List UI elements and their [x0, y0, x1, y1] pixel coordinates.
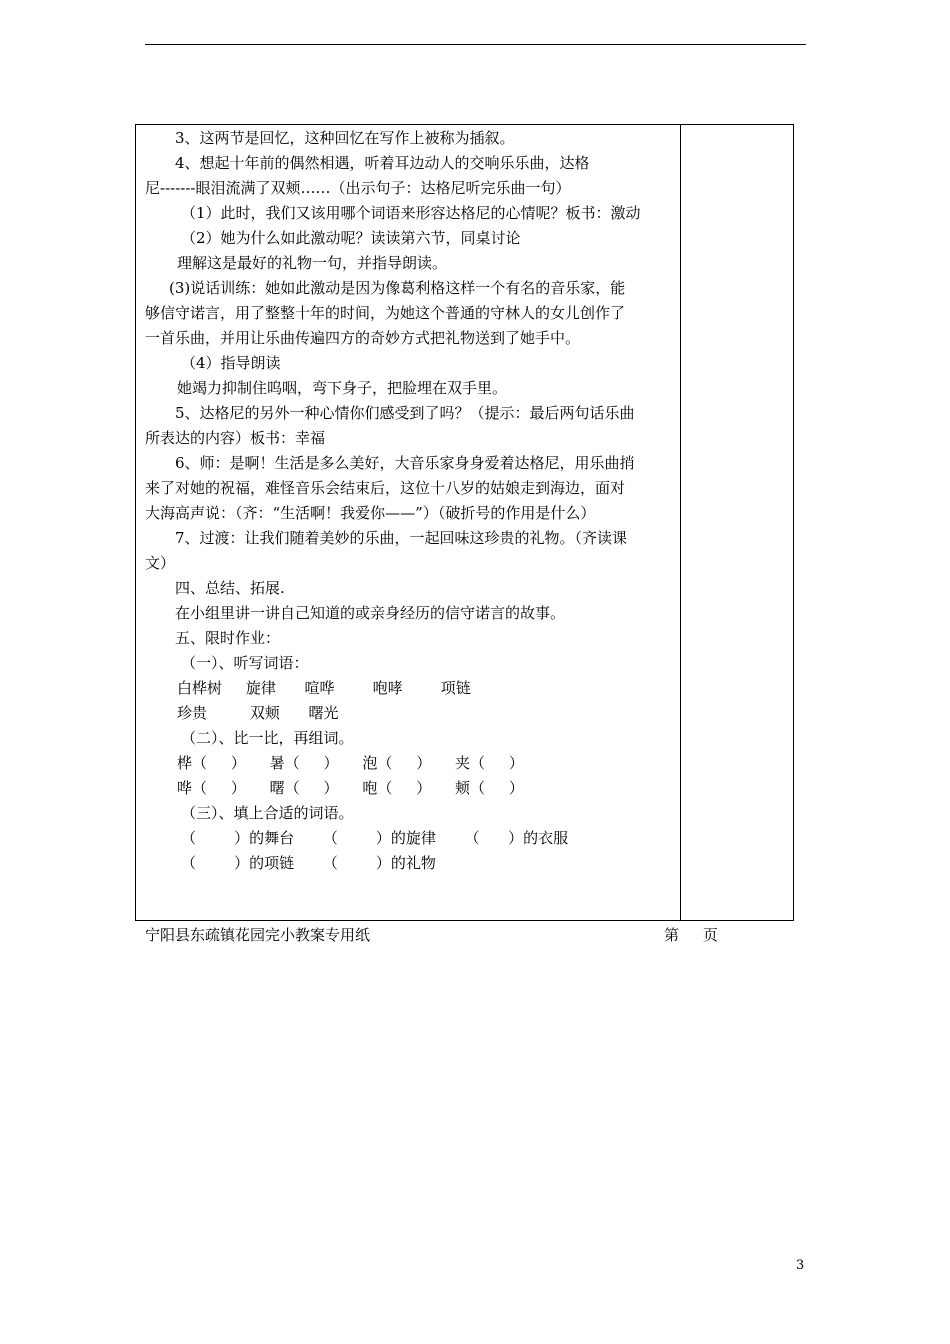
text-line: （ ）的舞台 （ ）的旋律 （ ）的衣服 — [181, 829, 569, 847]
footer-school: 宁阳县东疏镇花园完小教案专用纸 — [145, 926, 371, 944]
text-line: 白桦树 旋律 喧哗 咆哮 项链 — [177, 679, 471, 697]
text-line: （二）、比一比，再组词。 — [181, 729, 354, 747]
text-line: 所表达的内容）板书：幸福 — [145, 429, 326, 447]
text-line: 哗（ ） 曙（ ） 咆（ ） 颊（ ） — [177, 779, 524, 797]
text-line: （2）她为什么如此激动呢？读读第六节，同桌讨论 — [181, 229, 521, 247]
table-column-divider — [680, 124, 681, 921]
text-line: 5、达格尼的另外一种心情你们感受到了吗？（提示：最后两句话乐曲 — [175, 404, 635, 422]
text-line: 4、想起十年前的偶然相遇，听着耳边动人的交响乐乐曲，达格 — [175, 154, 590, 172]
text-line: 尼-------眼泪流满了双颊……（出示句子：达格尼听完乐曲一句） — [145, 179, 571, 197]
text-line: 大海高声说：（齐：“生活啊！我爱你——”）（破折号的作用是什么） — [145, 504, 596, 522]
text-line: （1）此时，我们又该用哪个词语来形容达格尼的心情呢？板书：激动 — [181, 204, 641, 222]
text-line: （一）、听写词语： — [181, 654, 309, 672]
lesson-content — [145, 126, 675, 876]
text-line: 她竭力抑制住呜咽，弯下身子，把脸埋在双手里。 — [177, 379, 508, 397]
text-line: 文） — [145, 554, 176, 572]
text-line: 四、总结、拓展. — [175, 579, 285, 597]
text-line: 6、师：是啊！生活是多么美好，大音乐家身身爱着达格尼，用乐曲捎 — [175, 454, 635, 472]
text-line: 一首乐曲，并用让乐曲传遍四方的奇妙方式把礼物送到了她手中。 — [145, 329, 581, 347]
text-line: 理解这是最好的礼物一句，并指导朗读。 — [177, 254, 448, 272]
page-number: 3 — [796, 1258, 805, 1273]
text-line: 7、过渡：让我们随着美妙的乐曲，一起回味这珍贵的礼物。（齐读课 — [175, 529, 628, 547]
text-line: (3)说话训练：她如此激动是因为像葛利格这样一个有名的音乐家，能 — [169, 279, 626, 297]
header-rule — [145, 44, 806, 45]
text-line: （三）、填上合适的词语。 — [181, 804, 354, 822]
text-line: （4）指导朗读 — [181, 354, 281, 372]
text-line: 五、限时作业： — [175, 629, 281, 647]
footer-page-label: 第 页 — [664, 926, 718, 944]
text-line: 够信守诺言，用了整整十年的时间，为她这个普通的守林人的女儿创作了 — [145, 304, 626, 322]
text-line: （ ）的项链 （ ）的礼物 — [181, 854, 436, 872]
text-line: 3、这两节是回忆，这种回忆在写作上被称为插叙。 — [175, 129, 515, 147]
text-line: 在小组里讲一讲自己知道的或亲身经历的信守诺言的故事。 — [175, 604, 566, 622]
text-line: 来了对她的祝福，难怪音乐会结束后，这位十八岁的姑娘走到海边，面对 — [145, 479, 626, 497]
text-line: 珍贵 双颊 曙光 — [177, 704, 339, 722]
text-line: 桦（ ） 暑（ ） 泡（ ） 夹（ ） — [177, 754, 524, 772]
